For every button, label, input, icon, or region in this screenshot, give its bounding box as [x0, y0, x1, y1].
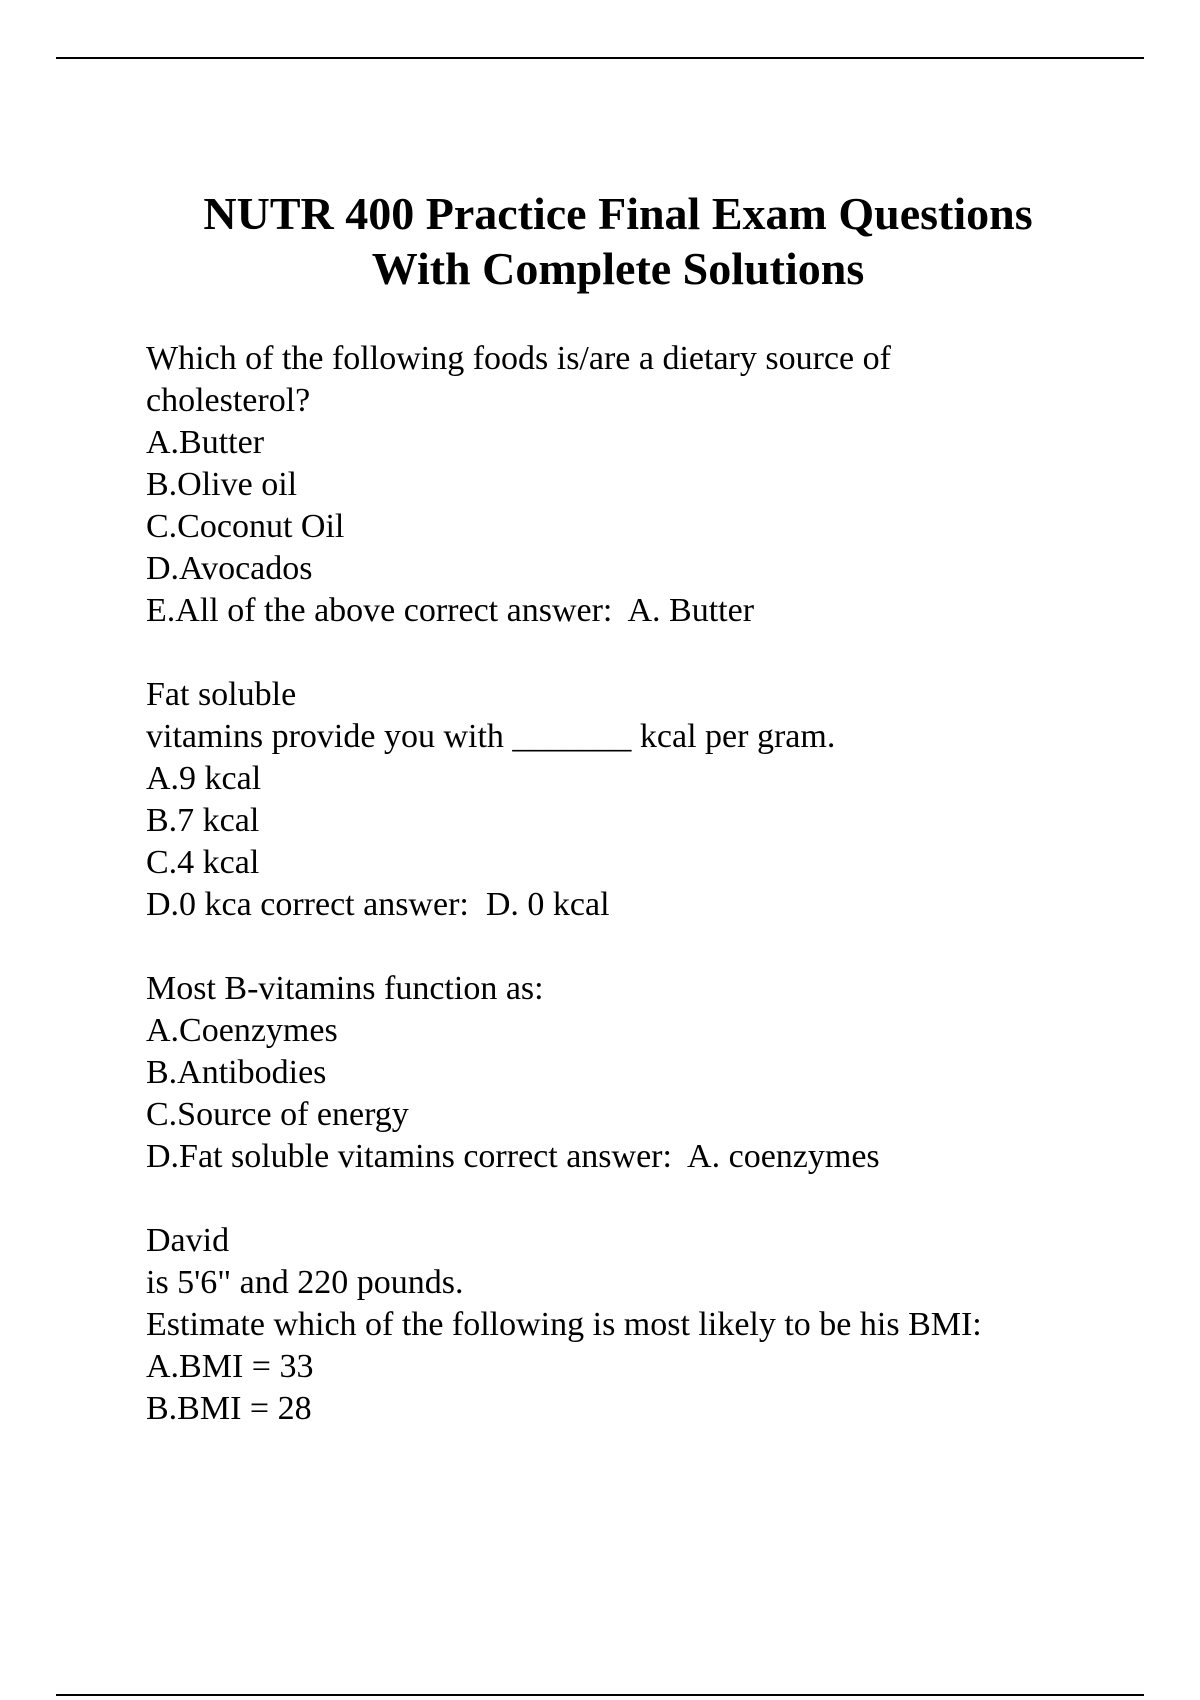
question-text: vitamins provide you with _______ kcal per gram. [146, 718, 836, 755]
page-title-line-1: NUTR 400 Practice Final Exam Questions [203, 188, 1033, 239]
option-d: D.Avocados [146, 550, 313, 587]
option-c: C.4 kcal [146, 844, 260, 881]
question-text: Fat soluble [146, 676, 297, 713]
header-rule [56, 57, 1144, 59]
questions-body [146, 338, 1106, 1472]
option-c: C.Source of energy [146, 1096, 409, 1133]
question-2 [146, 674, 1106, 926]
correct-answer: correct answer: D. 0 kcal [251, 886, 610, 923]
page-title [0, 186, 1200, 296]
question-text: David [146, 1222, 230, 1259]
option-with-answer [146, 1136, 1106, 1178]
question-text: Estimate which of the following is most likely to be his BMI: [146, 1306, 982, 1343]
option-d: D.Fat soluble vitamins [146, 1138, 455, 1175]
option-b: B.Olive oil [146, 466, 298, 503]
option-with-answer [146, 590, 1106, 632]
option-a: A.Coenzymes [146, 1012, 338, 1049]
question-text: Most B-vitamins function as: [146, 970, 544, 1007]
question-1 [146, 338, 1106, 632]
option-a: A.Butter [146, 424, 265, 461]
option-d: D.0 kca [146, 886, 252, 923]
question-3 [146, 968, 1106, 1178]
option-b: B.BMI = 28 [146, 1390, 312, 1427]
option-b: B.7 kcal [146, 802, 260, 839]
option-c: C.Coconut Oil [146, 508, 345, 545]
page-title-line-2: With Complete Solutions [371, 243, 865, 294]
correct-answer: correct answer: A. coenzymes [454, 1138, 880, 1175]
option-e: E.All of the above [146, 592, 396, 629]
question-text: cholesterol? [146, 382, 311, 419]
option-a: A.BMI = 33 [146, 1348, 314, 1385]
option-b: B.Antibodies [146, 1054, 327, 1091]
question-text: is 5'6" and 220 pounds. [146, 1264, 464, 1301]
correct-answer: correct answer: A. Butter [395, 592, 755, 629]
question-text: Which of the following foods is/are a dietary source of [146, 340, 891, 377]
option-a: A.9 kcal [146, 760, 262, 797]
option-with-answer [146, 884, 1106, 926]
question-4 [146, 1220, 1106, 1430]
footer-rule [56, 1694, 1144, 1696]
